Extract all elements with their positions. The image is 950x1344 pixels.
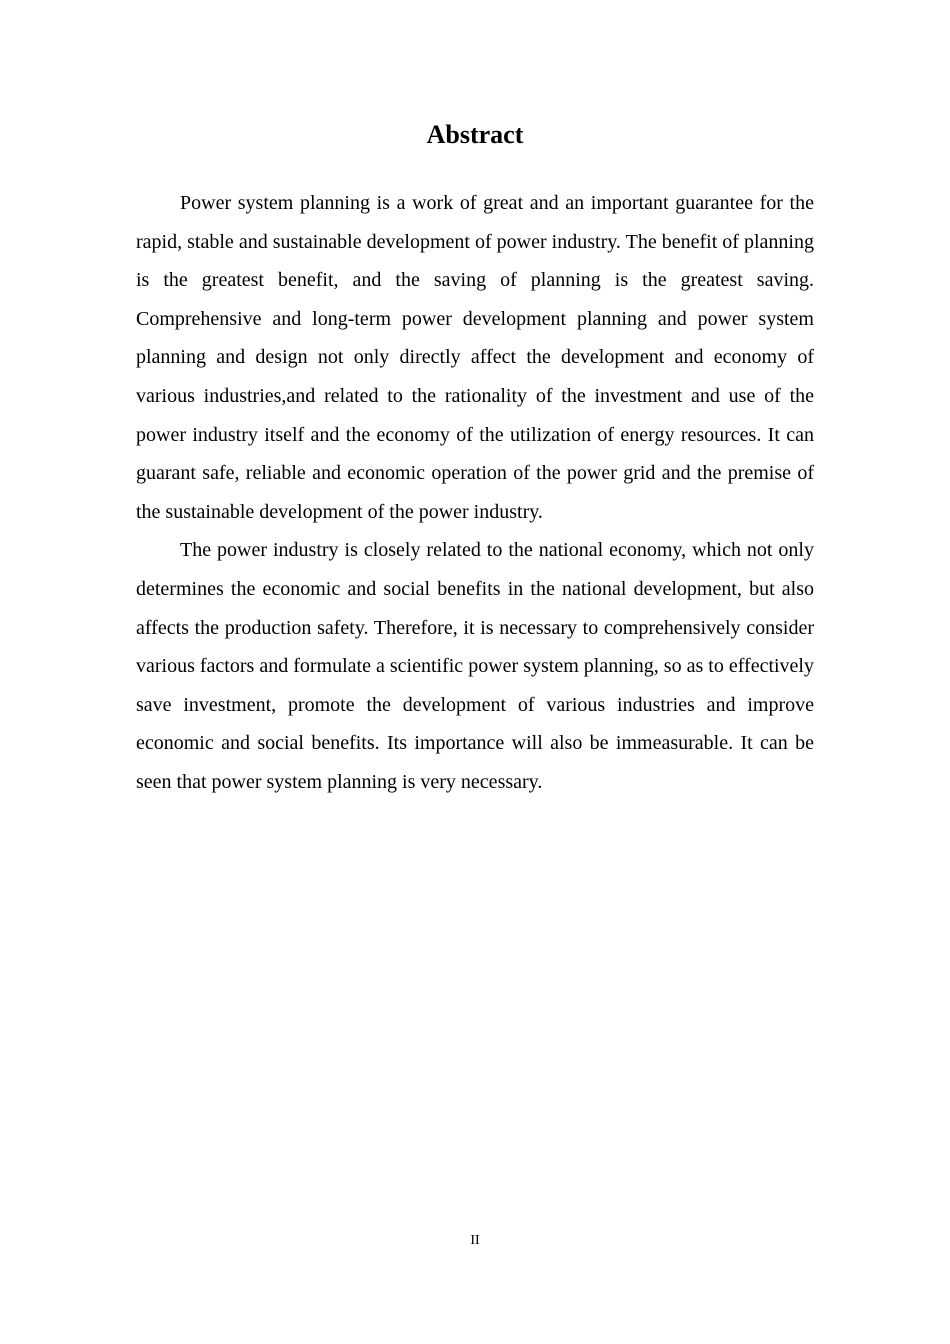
abstract-paragraph-2: The power industry is closely related to the national economy, which not only determines the economic and social benefits in the national development, but also affects the production safety. Therefore, it is necessary to comprehensively consider various factors and formulate a scientific power system planning, so as to effectively save investment, promote the development of various industries and improve economic and social benefits. Its importance will also be immeasurable. It can be seen that power system planning is very necessary. [136,539,814,793]
abstract-body [136,184,814,802]
abstract-title: Abstract [426,120,524,149]
abstract-paragraph-1: Power system planning is a work of great and an important guarantee for the rapid, stable and sustainable development of power industry. The benefit of planning is the greatest benefit, and the saving of planning is the greatest saving. Comprehensive and long-term power development planning and power system planning and design not only directly affect the development and economy of various industries,and related to the rationality of the investment and use of the power industry itself and the economy of the utilization of energy resources. It can guarant safe, reliable and economic operation of the power grid and the premise of the sustainable development of the power industry. [136,192,814,523]
page-number: II [470,1233,480,1248]
